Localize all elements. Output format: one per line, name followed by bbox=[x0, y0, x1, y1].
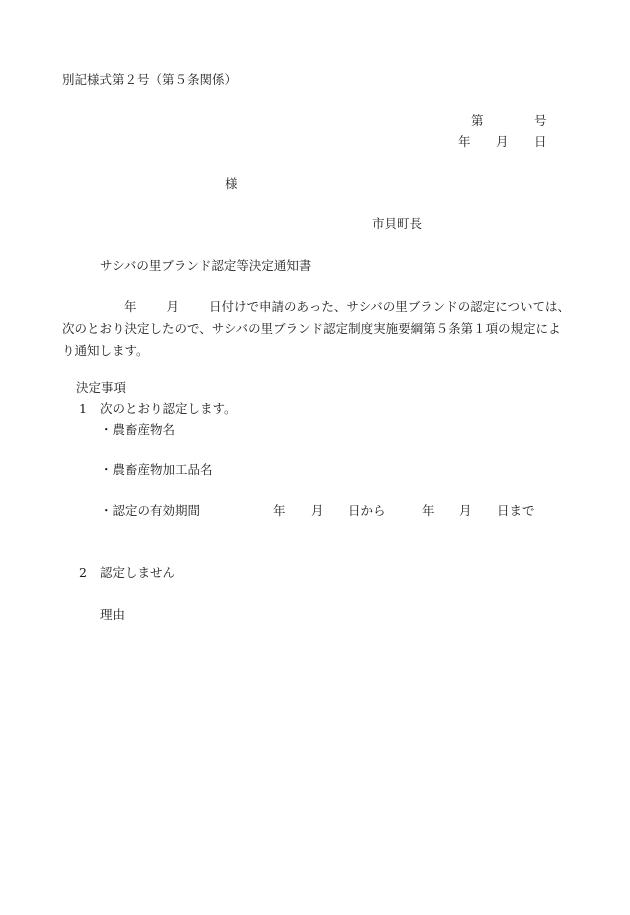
period-year-from: 年 bbox=[273, 503, 286, 518]
body-paragraph bbox=[62, 296, 571, 362]
number-suffix: 号 bbox=[534, 113, 547, 128]
processed-product-name-label: ・農畜産物加工品名 bbox=[100, 462, 213, 477]
issuer: 市貝町長 bbox=[372, 216, 423, 231]
body-year: 年 bbox=[124, 299, 137, 314]
period-year-to: 年 bbox=[422, 503, 435, 518]
reason-label: 理由 bbox=[100, 607, 126, 622]
body-line-2: 次のとおり決定したので、サシバの里ブランド認定制度実施要綱第５条第１項の規定によ bbox=[62, 321, 561, 336]
period-day-from: 日から bbox=[348, 503, 386, 518]
decision-heading: 決定事項 bbox=[76, 380, 127, 395]
body-line-3: り通知します。 bbox=[62, 343, 149, 358]
item1-number: 1 bbox=[79, 401, 87, 416]
period-month-to: 月 bbox=[459, 503, 472, 518]
validity-period-label: ・認定の有効期間 bbox=[100, 503, 201, 518]
addressee-suffix: 様 bbox=[225, 176, 238, 191]
product-name-label: ・農畜産物名 bbox=[100, 422, 176, 437]
body-line-1-text: 日付けで申請のあった、サシバの里ブランドの認定については、 bbox=[209, 299, 571, 314]
date-month: 月 bbox=[496, 134, 509, 149]
date-day: 日 bbox=[534, 134, 547, 149]
period-month-from: 月 bbox=[311, 503, 324, 518]
form-label: 別記様式第２号（第５条関係） bbox=[62, 72, 238, 87]
body-month: 月 bbox=[166, 299, 180, 314]
document-title: サシバの里ブランド認定等決定通知書 bbox=[100, 258, 312, 273]
number-prefix: 第 bbox=[471, 113, 484, 128]
item2-text: 認定しません bbox=[100, 565, 176, 580]
date-year: 年 bbox=[458, 134, 471, 149]
period-day-to: 日まで bbox=[497, 503, 535, 518]
body-line-1 bbox=[62, 296, 571, 318]
item1-text: 次のとおり認定します。 bbox=[100, 401, 237, 416]
item2-number: 2 bbox=[79, 565, 87, 580]
